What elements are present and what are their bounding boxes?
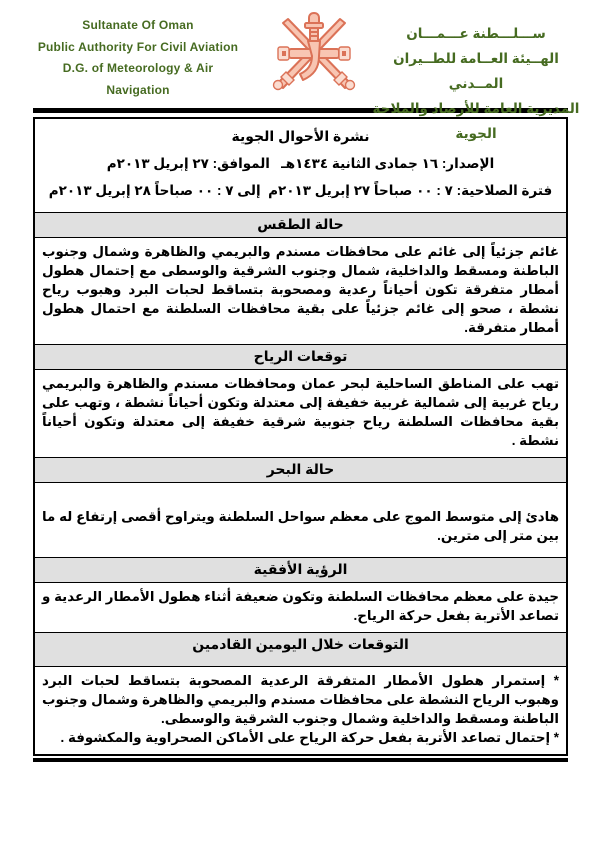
section-heading-wind: توقعات الرياح <box>35 344 566 370</box>
oman-national-emblem-icon <box>262 8 366 98</box>
section-body-wind: تهب على المناطق الساحلية لبحر عمان ومحافظات مسندم والظاهرة والبريمي رياح غربية إلى شمالية غربية خفيفة إلى معتدلة وتكون أحياناً نشطة ، وتهب على بقية محافظات السلطنة رياح جنوبية شرقية خفيفة إلى معتدلة وتكون أحياناً نشطة . <box>42 376 559 448</box>
letterhead-english-block <box>14 8 262 101</box>
section-heading-sea: حالة البحر <box>35 457 566 483</box>
letterhead-ar-line-1: ســـلـــطنة عـــمـــان <box>406 26 546 41</box>
section-heading-outlook: التوقعات خلال اليومين القادمين <box>35 632 566 667</box>
section-body-sea: هادئ إلى متوسط الموج على معظم سواحل السلطنة ويتراوح أقصى إرتفاع له ما بين متر إلى مترين. <box>42 509 559 543</box>
outlook-item-1: * إستمرار هطول الأمطار المتفرقة الرعدية المصحوبة بتساقط لحبات البرد وهبوب الرياح النشطة على محافظات مسندم والبريمي والظاهرة وشمال وجنوب الباطنة ومسقط والداخلية وشمال وجنوب الشرقية والوسطى. <box>42 673 559 726</box>
letterhead-arabic-block <box>366 8 586 146</box>
bulletin-title: نشرة الأحوال الجوية <box>231 128 370 144</box>
validity-period-line: فترة الصلاحية: ٧ : ٠٠ صباحاً ٢٧ إبريل ٢٠١٣م إلى ٧ : ٠٠ صباحاً ٢٨ إبريل ٢٠١٣م <box>48 183 553 198</box>
section-body-visibility: جيدة على معظم محافظات السلطنة وتكون ضعيفة أثناء هطول الأمطار الرعدية و تصاعد الأتربة بفعل حركة الرياح. <box>42 589 559 623</box>
letterhead-en-line-1: Sultanate Of Oman <box>82 18 194 32</box>
letterhead-en-line-4: Navigation <box>106 82 170 97</box>
letterhead-ar-line-2: الهــيئة العــامة للطــيران المــدني <box>393 51 559 91</box>
section-body-weather: غائم جزئياً إلى غائم على محافظات مسندم والبريمي والظاهرة وشمال وجنوب الباطنة ومسقط والداخلية، شمال وجنوب الشرقية والوسطى مع إحتمال هطول أمطار متفرقة تكون أحياناً رعدية ومصحوبة بتساقط لحبات البرد وهبوب رياح نشطة ، صحو إلى غائم جزئياً على بقية محافظات السلطنة مع احتمال هطول أمطار متفرقة. <box>42 244 559 335</box>
section-body-outlook <box>35 667 566 754</box>
outlook-item-2: * إحتمال تصاعد الأتربة بفعل حركة الرياح على الأماكن الصحراوية والمكشوفة . <box>60 730 559 745</box>
section-heading-visibility: الرؤية الأفقية <box>35 557 566 583</box>
letterhead-ar-line-3: المديرية العامة للأرصاد والملاحة الجوية <box>372 101 580 141</box>
letterhead-en-line-2: Public Authority For Civil Aviation <box>37 39 239 54</box>
bulletin-table <box>33 117 568 756</box>
letterhead-en-line-3: D.G. of Meteorology & Air <box>62 61 214 75</box>
section-heading-weather: حالة الطقس <box>35 212 566 238</box>
issue-date-line: الإصدار: ١٦ جمادى الثانية ١٤٣٤هـ الموافق: ٢٧ إبريل ٢٠١٣م <box>106 156 495 171</box>
table-bottom-rule <box>33 758 568 762</box>
